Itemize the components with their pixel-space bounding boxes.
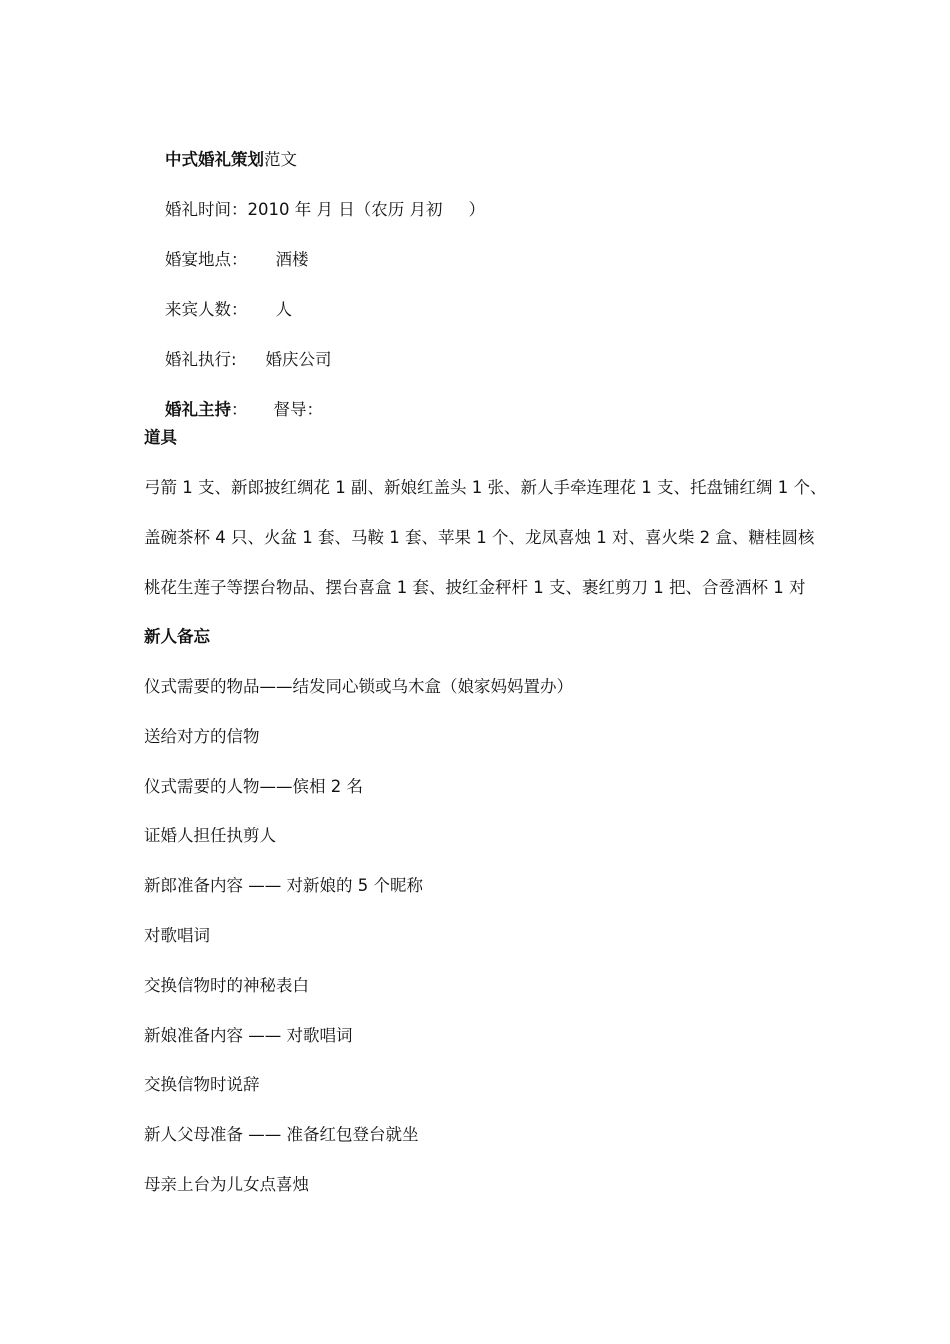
time-close: ）	[468, 200, 485, 219]
props-line-1: 弓箭 1 支、新郎披红绸花 1 副、新娘红盖头 1 张、新人手牵连理花 1 支、托盘铺红绸 1 个、	[144, 478, 827, 497]
title-rest-part: 范文	[263, 150, 297, 169]
supervisor-label: 督导：	[273, 400, 323, 419]
memo-item: 新娘准备内容 —— 对歌唱词	[144, 1026, 353, 1045]
host-label: 婚礼主持	[164, 400, 231, 419]
guests-label: 来宾人数：	[164, 300, 248, 319]
memo-item: 仪式需要的人物——傧相 2 名	[144, 777, 363, 796]
host-colon: ：	[230, 400, 248, 419]
time-label: 婚礼时间：	[164, 200, 248, 219]
title-bold-part: 中式婚礼策划	[164, 150, 264, 169]
memo-item: 新郎准备内容 —— 对新娘的 5 个昵称	[144, 876, 423, 895]
executor-value: 婚庆公司	[265, 350, 332, 369]
props-line-3: 桃花生莲子等摆台物品、摆台喜盒 1 套、披红金秤杆 1 支、裹红剪刀 1 把、合卺酒杯 1 对	[144, 578, 806, 597]
executor-label: 婚礼执行:	[164, 350, 237, 369]
venue-value: 酒楼	[275, 250, 309, 269]
memo-item: 仪式需要的物品——结发同心锁或乌木盒（娘家妈妈置办）	[144, 677, 573, 696]
memo-item: 母亲上台为儿女点喜烛	[144, 1175, 309, 1194]
memo-item: 新人父母准备 —— 准备红包登台就坐	[144, 1125, 419, 1144]
props-line-2: 盖碗茶杯 4 只、火盆 1 套、马鞍 1 套、苹果 1 个、龙凤喜烛 1 对、喜火柴 2 盒、糖桂圆核	[144, 528, 815, 547]
memo-heading: 新人备忘	[144, 627, 210, 646]
memo-item: 送给对方的信物	[144, 727, 260, 746]
memo-item: 交换信物时说辞	[144, 1075, 260, 1094]
memo-item: 交换信物时的神秘表白	[144, 976, 309, 995]
guests-value: 人	[275, 300, 292, 319]
memo-item: 证婚人担任执剪人	[144, 826, 276, 845]
props-heading: 道具	[144, 428, 177, 447]
venue-label: 婚宴地点：	[164, 250, 248, 269]
time-value: 2010 年 月 日（农历 月初	[247, 200, 443, 219]
memo-item: 对歌唱词	[144, 926, 210, 945]
